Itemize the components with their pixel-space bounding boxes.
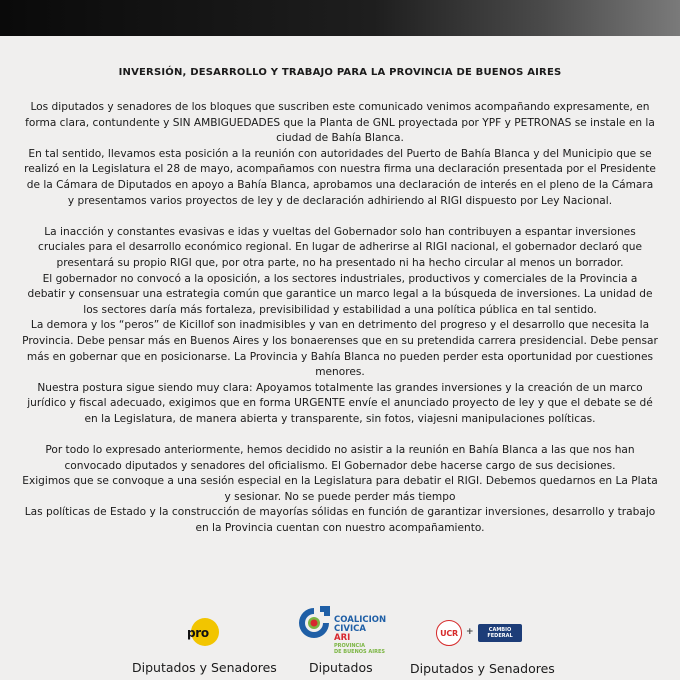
coalicion-civica-wordmark (334, 616, 386, 655)
cambio-federal-line-1: CAMBIO (488, 627, 512, 633)
paragraph: El gobernador no convocó a la oposición, a los sectores industriales, productivos y comerciales de la Provincia a debatir y consensuar una estrategia común que garantice un marco legal a la búsqueda de inversiones. La unidad de los sectores daría más fortaleza, previsibilidad y estabilidad a una política pública en tal sentido. (27, 272, 653, 316)
paragraph: La demora y los “peros” de Kicillof son inadmisibles y van en detrimento del progreso y el desarrollo que necesita la Provincia. Debe pensar más en Buenos Aires y los bonaerenses que en su pretendida carrera presidencial. Debe pensar más en gobernar que en posicionarse. La Provincia y Bahía Blanca no pueden perder esta oportunidad por cuestiones menores. (22, 319, 658, 379)
paragraph: La inacción y constantes evasivas e idas y vueltas del Gobernador solo han contribuyen a espantar inversiones cruciales para el desarrollo económico regional. En lugar de adherirse al RIGI nacional, el gobernador declaró que presentará su propio RIGI que, por otra parte, no ha presentado ni ha hecho circular al menos un borrador. (38, 225, 642, 269)
paragraph: Nuestra postura sigue siendo muy clara: Apoyamos totalmente las grandes inversiones y la creación de un marco jurídico y fiscal adecuado, exigimos que en forma URGENTE envíe el anunciado proyecto de ley y que el debate se dé en la Legislatura, de manera abierta y transparente, sin fotos, viajesni manipulaciones políticas. (27, 381, 653, 425)
statement-body (22, 100, 658, 537)
paragraph: Por todo lo expresado anteriormente, hemos decidido no asistir a la reunión en Bahía Blanca a las que nos han convocado diputados y senadores del oficialismo. El Gobernador debe hacerse cargo de sus decisiones. (45, 444, 635, 472)
coalicion-line-1: COALICION (334, 615, 387, 625)
ucr-cambio-federal-logo-icon (436, 620, 526, 646)
pro-caption: Diputados y Senadores (132, 660, 277, 675)
paragraph-gap (22, 427, 658, 443)
paragraph: Exigimos que se convoque a una sesión especial en la Legislatura para debatir el RIGI. Debemos quedarnos en La Plata y sesionar. No se puede perder más tiempo (22, 475, 658, 503)
plus-icon: + (466, 627, 474, 637)
coalicion-caption: Diputados (309, 660, 373, 675)
paragraph-gap (22, 209, 658, 225)
coalicion-line-5: DE BUENOS AIRES (334, 649, 385, 655)
pro-logo-icon (187, 618, 221, 650)
cambio-federal-line-2: FEDERAL (487, 633, 513, 639)
document-title: INVERSIÓN, DESARROLLO Y TRABAJO PARA LA PROVINCIA DE BUENOS AIRES (118, 67, 562, 78)
paragraph: Los diputados y senadores de los bloques que suscriben este comunicado venimos acompañando expresamente, en forma clara, contundente y SIN AMBIGUEDADES que la Planta de GNL proyectada por YPF y PETRONAS se instale en la ciudad de Bahía Blanca. (25, 101, 655, 145)
ucr-caption: Diputados y Senadores (410, 661, 555, 676)
coalicion-civica-logo-icon (296, 602, 396, 658)
paragraph: Las políticas de Estado y la construcción de mayorías sólidas en función de garantizar inversiones, desarrollo y trabajo en la Provincia cuentan con nuestro acompañamiento. (24, 506, 656, 535)
ucr-logo-text: UCR (440, 628, 458, 638)
coalicion-line-2: CIVICA (334, 624, 366, 634)
top-gradient-bar (0, 0, 680, 36)
cambio-federal-badge (478, 624, 522, 642)
paragraph: En tal sentido, llevamos esta posición a la reunión con autoridades del Puerto de Bahía Blanca y del Municipio que se realizó en la Legislatura el 28 de mayo, acompañamos con nuestra firma una declaración presentada por el Presidente de la Cámara de Diputados en apoyo a Bahía Blanca, aprobamos una declaración de interés en el pleno de la Cámara y presentamos varios proyectos de ley y de declaración adhiriendo al RIGI dispuesto por Ley Nacional. (24, 147, 656, 207)
pro-logo-text: pro (187, 626, 209, 640)
coalicion-line-4: PROVINCIA (334, 643, 365, 649)
coalicion-line-3: ARI (334, 633, 351, 643)
coalicion-civica-mark-icon (296, 604, 332, 644)
ucr-logo-circle (436, 620, 462, 646)
